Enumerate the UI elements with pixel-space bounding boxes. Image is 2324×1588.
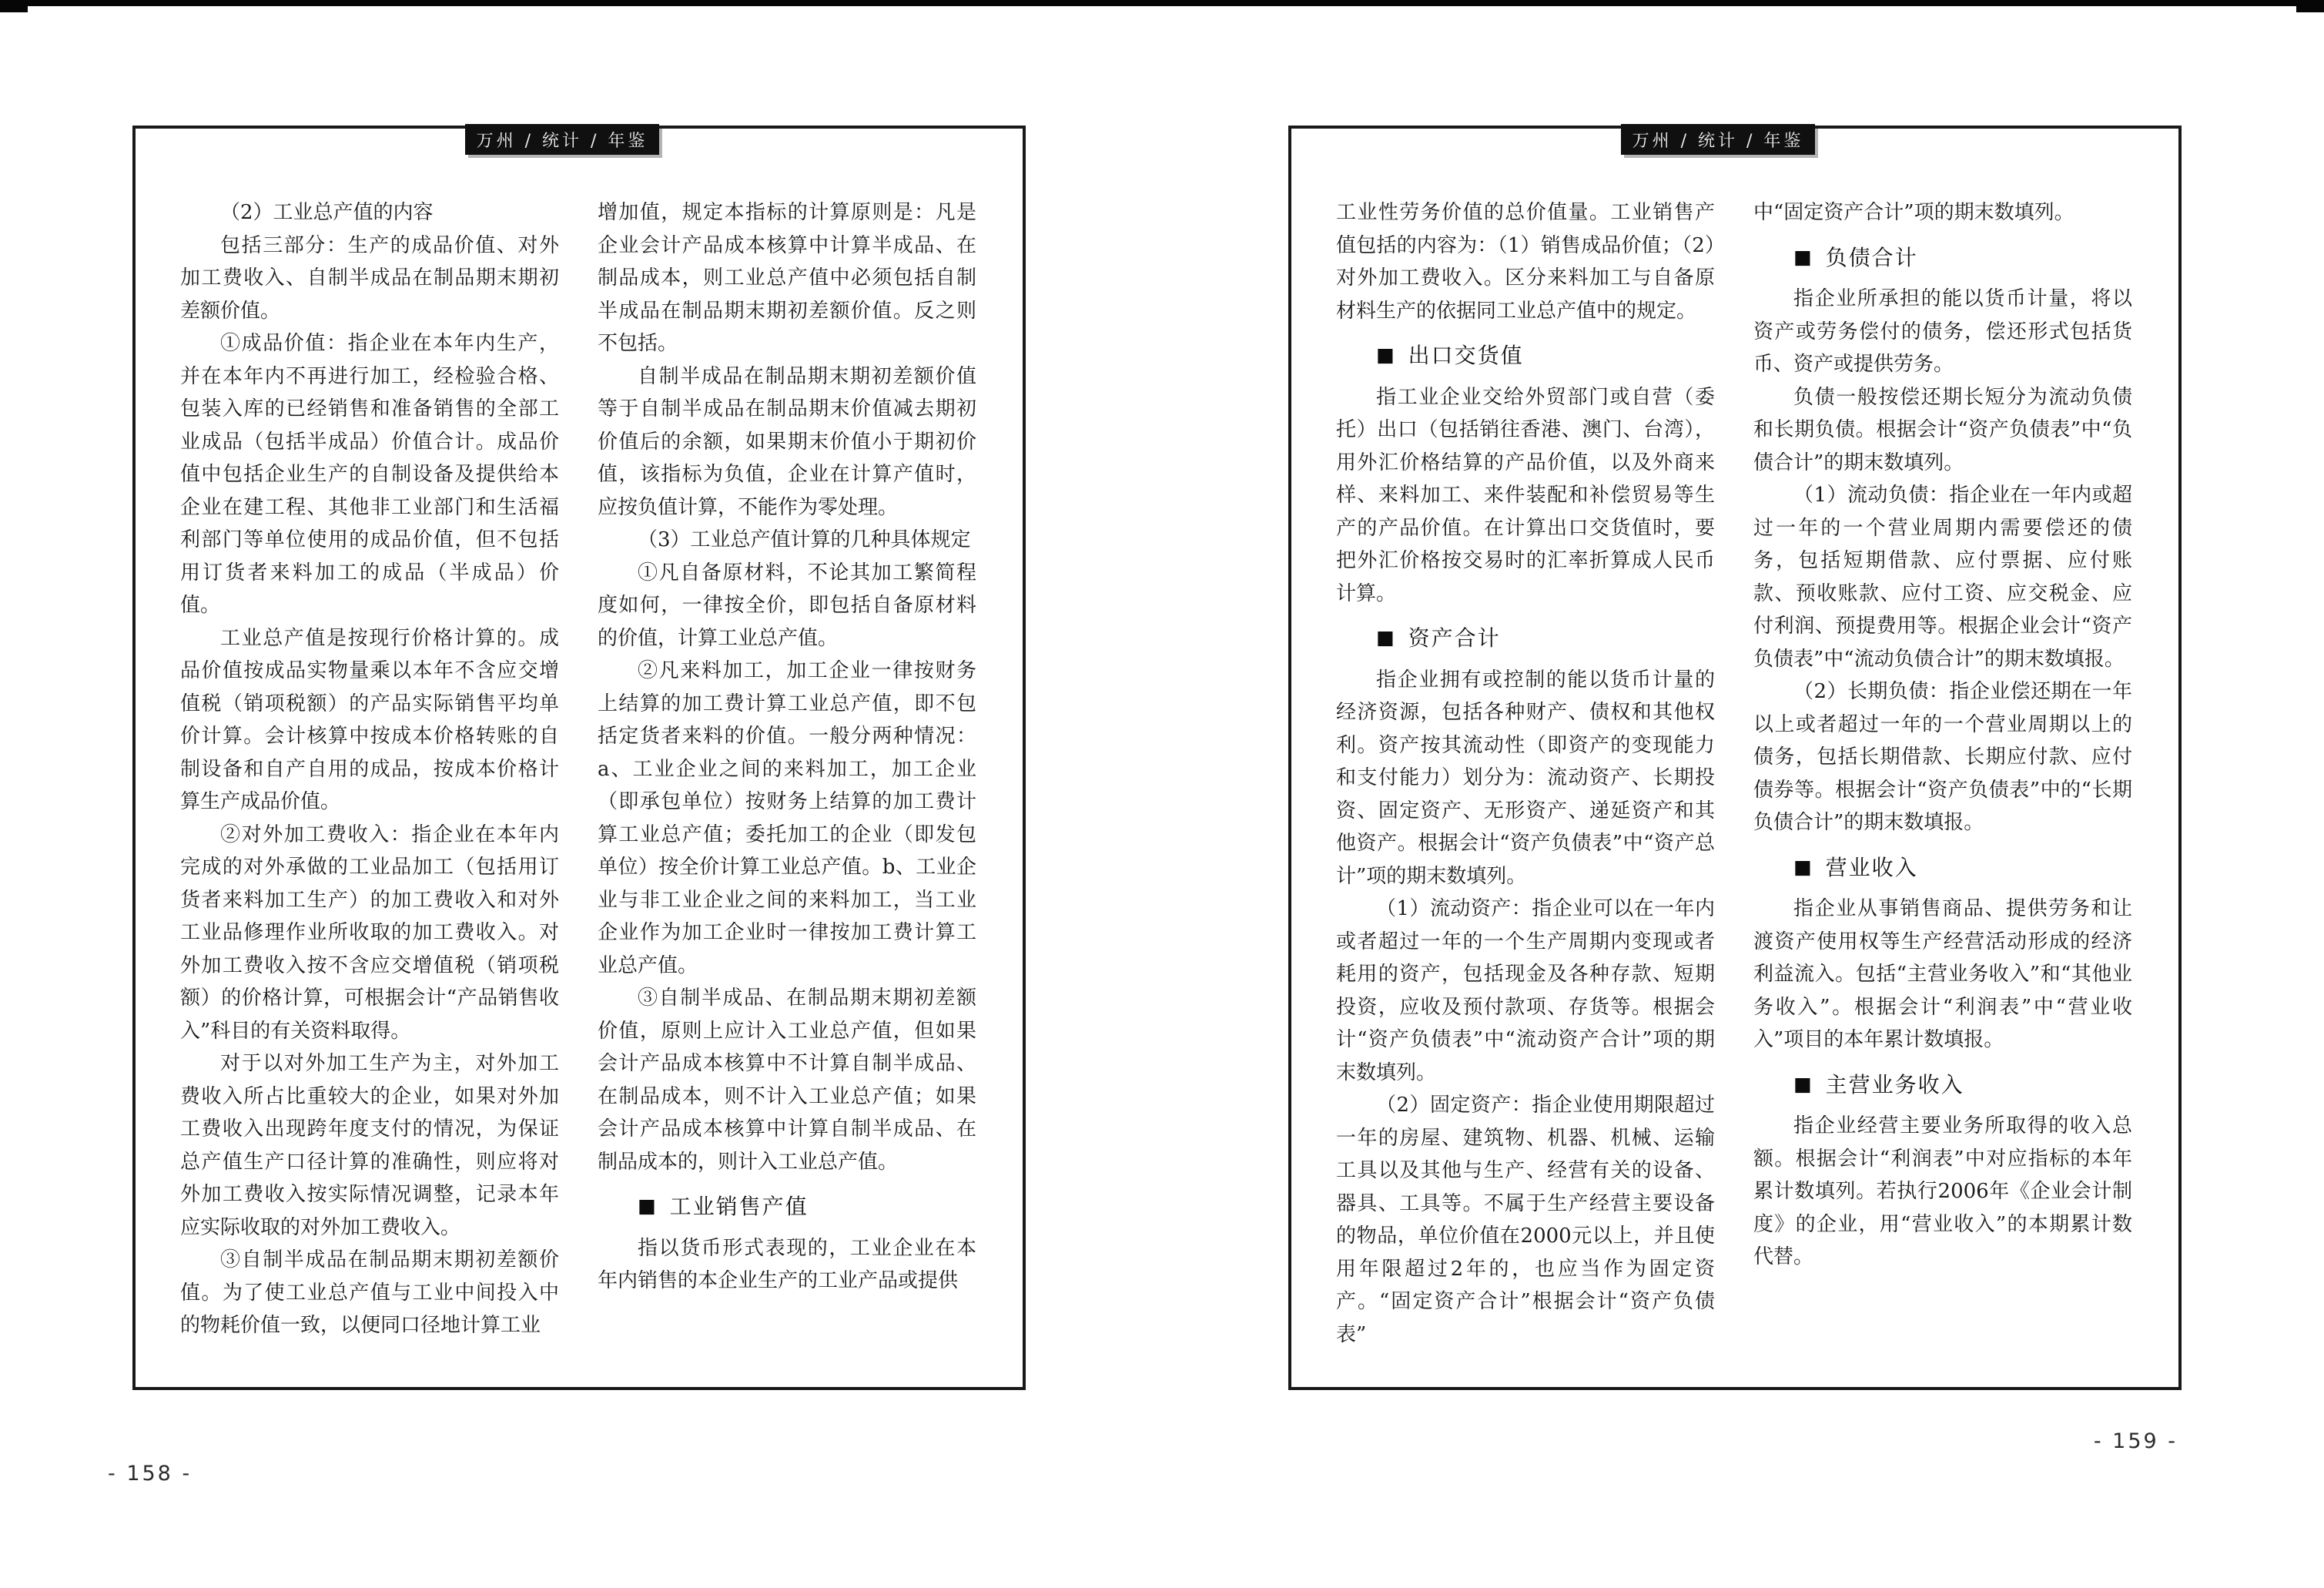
body-paragraph: 工业性劳务价值的总价值量。工业销售产值包括的内容为：（1）销售成品价值；（2）对外加工费收入。区分来料加工与自备原材料生产的依据同工业总产值中的规定。	[1336, 201, 1715, 323]
body-paragraph: 指企业所承担的能以货币计量，将以资产或劳务偿付的债务，偿还形式包括货币、资产或提供劳务。	[1753, 287, 2132, 376]
scan-edge-mark-left	[0, 0, 28, 12]
section-heading	[1753, 1069, 2132, 1103]
body-paragraph: 工业总产值是按现行价格计算的。成品价值按成品实物量乘以本年不含应交增值税（销项税额）的产品实际销售平均单价计算。会计核算中按成本价格转账的自制设备和自产自用的成品，按成本价格计算生产成品价值。	[180, 626, 559, 813]
page-158-column-1	[180, 196, 559, 1379]
section-heading-label: 资产合计	[1408, 625, 1501, 651]
body-paragraph: 对于以对外加工生产为主，对外加工费收入所占比重较大的企业，如果对外加工费收入出现跨年度支付的情况，为保证总产值生产口径计算的准确性，则应将对外加工费收入按实际情况调整，记录本年应实际收取的对外加工费收入。	[180, 1052, 559, 1239]
scan-edge-mark-right	[2296, 0, 2324, 12]
section-bullet-icon: ■	[1793, 855, 1812, 878]
section-heading-label: 工业销售产值	[669, 1194, 809, 1219]
section-heading	[1753, 242, 2132, 276]
body-paragraph: ①成品价值：指企业在本年内生产，并在本年内不再进行加工，经检验合格、包装入库的已经销售和准备销售的全部工业成品（包括半成品）价值合计。成品价值中包括企业生产的自制设备及提供给本企业在建工程、其他非工业部门和生活福利部门等单位使用的成品价值，但不包括用订货者来料加工的成品（半成品）价值。	[180, 332, 559, 617]
section-heading	[1336, 340, 1715, 374]
body-paragraph: 中“固定资产合计”项的期末数填列。	[1753, 201, 2075, 224]
section-heading-label: 主营业务收入	[1825, 1071, 1964, 1097]
page-159-column-1	[1336, 196, 1715, 1379]
body-paragraph: ③自制半成品、在制品期末期初差额价值，原则上应计入工业总产值，但如果会计产品成本核算中不计算自制半成品、在制品成本，则不计入工业总产值；如果会计产品成本核算中计算自制半成品、在制品成本的，则计入工业总产值。	[598, 987, 976, 1174]
body-paragraph: 指企业从事销售商品、提供劳务和让渡资产使用权等生产经营活动形成的经济利益流入。包括“主营业务收入”和“其他业务收入”。根据会计“利润表”中“营业收入”项目的本年累计数填报。	[1753, 897, 2132, 1051]
body-paragraph: 指企业拥有或控制的能以货币计量的经济资源，包括各种财产、债权和其他权利。资产按其流动性（即资产的变现能力和支付能力）划分为：流动资产、长期投资、固定资产、无形资产、递延资产和其他资产。根据会计“资产负债表”中“资产总计”项的期末数填列。	[1336, 668, 1715, 888]
body-paragraph: ②凡来料加工，加工企业一律按财务上结算的加工费计算工业总产值，即不包括定货者来料的价值。一般分两种情况：a、工业企业之间的来料加工，加工企业（即承包单位）按财务上结算的加工费计算工业总产值；委托加工的企业（即发包单位）按全价计算工业总产值。b、工业企业与非工业企业之间的来料加工，当工业企业作为加工企业时一律按加工费计算工业总产值。	[598, 659, 976, 977]
page-159-column-2	[1753, 196, 2132, 1379]
body-paragraph: （2）长期负债：指企业偿还期在一年以上或者超过一年的一个营业周期以上的债务，包括长期借款、长期应付款、应付债券等。根据会计“资产负债表”中的“长期负债合计”的期末数填报。	[1753, 680, 2132, 834]
section-bullet-icon: ■	[1793, 1072, 1812, 1095]
body-paragraph: ③自制半成品在制品期末期初差额价值。为了使工业总产值与工业中间投入中的物耗价值一致，以便同口径地计算工业	[180, 1248, 559, 1337]
header-badge	[465, 124, 659, 155]
body-paragraph: （3）工业总产值计算的几种具体规定	[638, 528, 971, 551]
page-158-column-2	[598, 196, 976, 1379]
body-paragraph: （1）流动负债：指企业在一年内或超过一年的一个营业周期内需要偿还的债务，包括短期借款、应付票据、应付账款、预收账款、应付工资、应交税金、应付利润、预提费用等。根据企业会计“资产负债表”中“流动负债合计”的期末数填报。	[1753, 484, 2132, 671]
page-number-158: - 158 -	[108, 1462, 193, 1486]
body-paragraph: ②对外加工费收入：指企业在本年内完成的对外承做的工业品加工（包括用订货者来料加工生产）的加工费收入和对外工业品修理作业所收取的加工费收入。对外加工费收入按不含应交增值税（销项税额）的价格计算，可根据会计“产品销售收入”科目的有关资料取得。	[180, 822, 559, 1043]
section-bullet-icon: ■	[1376, 343, 1395, 366]
header-badge-label: 万州 / 统计 / 年鉴	[1632, 131, 1804, 151]
body-paragraph: 负债一般按偿还期长短分为流动负债和长期负债。根据会计“资产负债表”中“负债合计”的期末数填列。	[1753, 385, 2132, 474]
body-paragraph: （1）流动资产：指企业可以在一年内或者超过一年的一个生产周期内变现或者耗用的资产，包括现金及各种存款、短期投资，应收及预付款项、存货等。根据会计“资产负债表”中“流动资产合计”项的期末数填列。	[1336, 897, 1715, 1084]
section-bullet-icon: ■	[638, 1194, 656, 1217]
section-heading	[598, 1191, 976, 1225]
body-paragraph: 自制半成品在制品期末期初差额价值等于自制半成品在制品期末价值减去期初价值后的余额，如果期末价值小于期初价值，该指标为负值，企业在计算产值时，应按负值计算，不能作为零处理。	[598, 364, 976, 519]
body-paragraph: 包括三部分：生产的成品价值、对外加工费收入、自制半成品在制品期末期初差额价值。	[180, 233, 559, 323]
page-number-159: - 159 -	[2093, 1429, 2178, 1453]
page-158	[132, 126, 1026, 1390]
body-paragraph: ①凡自备原材料，不论其加工繁简程度如何，一律按全价，即包括自备原材料的价值，计算工业总产值。	[598, 561, 976, 650]
section-heading-label: 负债合计	[1825, 244, 1918, 270]
header-badge	[1621, 124, 1815, 155]
header-badge-label: 万州 / 统计 / 年鉴	[476, 131, 648, 151]
section-bullet-icon: ■	[1793, 245, 1812, 268]
page-159	[1288, 126, 2182, 1390]
section-bullet-icon: ■	[1376, 626, 1395, 648]
section-heading	[1753, 852, 2132, 886]
body-paragraph: 增加值，规定本指标的计算原则是：凡是企业会计产品成本核算中计算半成品、在制品成本，则工业总产值中必须包括自制半成品在制品期末期初差额价值。反之则不包括。	[598, 201, 976, 355]
body-paragraph: 指企业经营主要业务所取得的收入总额。根据会计“利润表”中对应指标的本年累计数填列。若执行2006年《企业会计制度》的企业，用“营业收入”的本期累计数代替。	[1753, 1114, 2132, 1268]
body-paragraph: （2）工业总产值的内容	[220, 201, 434, 224]
scan-edge-strip	[0, 0, 2324, 6]
section-heading-label: 出口交货值	[1408, 343, 1524, 368]
body-paragraph: 指工业企业交给外贸部门或自营（委托）出口（包括销往香港、澳门、台湾），用外汇价格结算的产品价值，以及外商来样、来料加工、来件装配和补偿贸易等生产的产品价值。在计算出口交货值时，要把外汇价格按交易时的汇率折算成人民币计算。	[1336, 385, 1715, 605]
body-paragraph: 指以货币形式表现的，工业企业在本年内销售的本企业生产的工业产品或提供	[598, 1236, 976, 1292]
section-heading-label: 营业收入	[1825, 854, 1918, 880]
body-paragraph: （2）固定资产：指企业使用期限超过一年的房屋、建筑物、机器、机械、运输工具以及其他与生产、经营有关的设备、器具、工具等。不属于生产经营主要设备的物品，单位价值在2000元以上，并且使用年限超过2年的，也应当作为固定资产。“固定资产合计”根据会计“资产负债表”	[1336, 1094, 1715, 1346]
section-heading	[1336, 622, 1715, 656]
